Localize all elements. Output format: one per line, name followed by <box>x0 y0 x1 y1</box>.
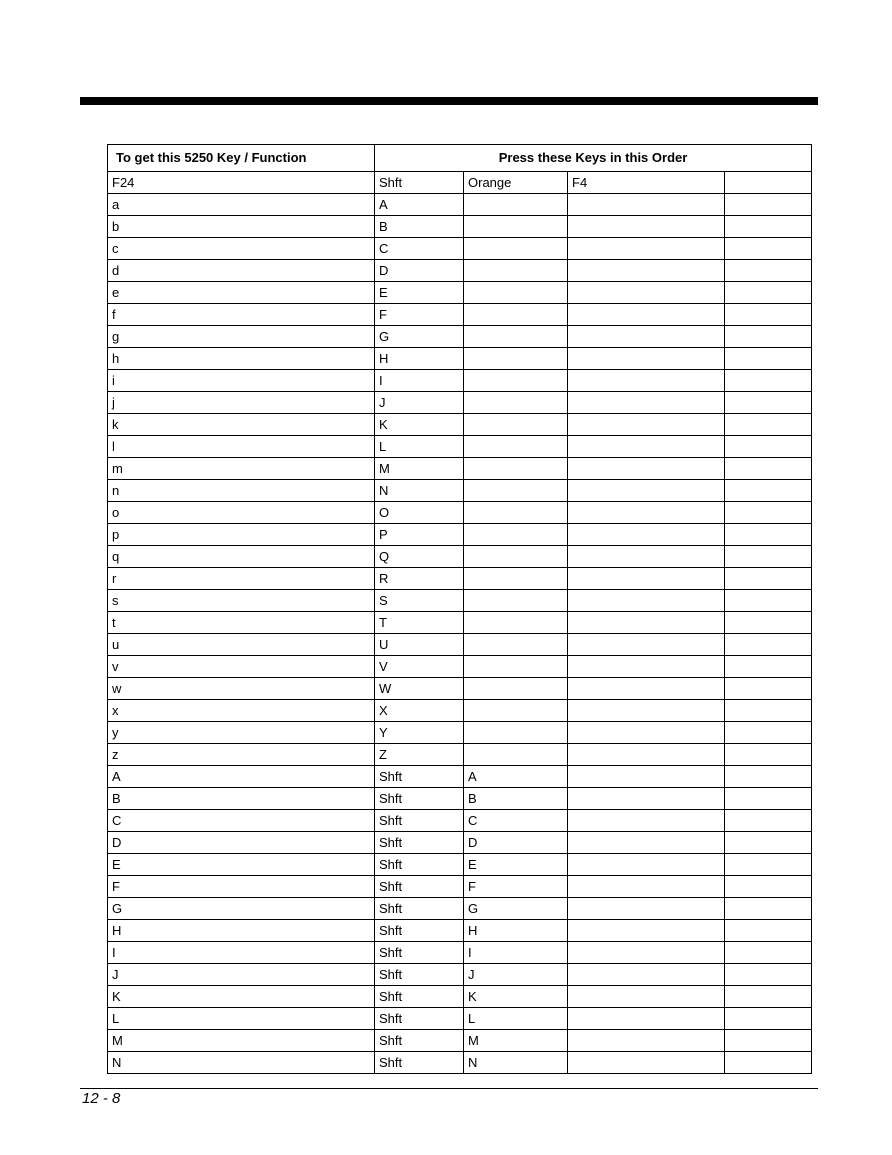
cell-key-2 <box>464 348 568 370</box>
cell-key-2 <box>464 568 568 590</box>
cell-5250-key: J <box>108 964 375 986</box>
cell-key-2: K <box>464 986 568 1008</box>
cell-key-4 <box>725 854 812 876</box>
cell-key-2 <box>464 260 568 282</box>
table-row <box>108 282 812 304</box>
cell-5250-key: n <box>108 480 375 502</box>
cell-key-4 <box>725 634 812 656</box>
table-row <box>108 986 812 1008</box>
cell-key-1: Q <box>375 546 464 568</box>
table-row <box>108 436 812 458</box>
cell-key-3 <box>568 986 725 1008</box>
cell-key-1: Shft <box>375 964 464 986</box>
cell-key-3 <box>568 480 725 502</box>
cell-key-2 <box>464 194 568 216</box>
cell-key-1: N <box>375 480 464 502</box>
cell-5250-key: M <box>108 1030 375 1052</box>
cell-5250-key: F <box>108 876 375 898</box>
cell-key-3 <box>568 876 725 898</box>
cell-5250-key: k <box>108 414 375 436</box>
cell-5250-key: B <box>108 788 375 810</box>
cell-5250-key: s <box>108 590 375 612</box>
cell-key-1: X <box>375 700 464 722</box>
cell-key-2: E <box>464 854 568 876</box>
table-row <box>108 722 812 744</box>
cell-key-1: Shft <box>375 876 464 898</box>
cell-key-4 <box>725 502 812 524</box>
table-row <box>108 634 812 656</box>
cell-5250-key: j <box>108 392 375 414</box>
cell-key-4 <box>725 568 812 590</box>
cell-5250-key: F24 <box>108 172 375 194</box>
cell-key-1: I <box>375 370 464 392</box>
table-header-row <box>108 145 812 172</box>
table-row <box>108 590 812 612</box>
cell-key-3 <box>568 326 725 348</box>
cell-key-2 <box>464 502 568 524</box>
table-row <box>108 392 812 414</box>
cell-key-3 <box>568 436 725 458</box>
cell-key-4 <box>725 304 812 326</box>
table-row <box>108 1008 812 1030</box>
cell-key-3 <box>568 942 725 964</box>
cell-key-2 <box>464 392 568 414</box>
cell-5250-key: z <box>108 744 375 766</box>
cell-key-1: U <box>375 634 464 656</box>
cell-key-2 <box>464 546 568 568</box>
cell-key-3 <box>568 1008 725 1030</box>
table-row <box>108 854 812 876</box>
cell-key-4 <box>725 942 812 964</box>
cell-key-1: Shft <box>375 832 464 854</box>
cell-key-1: C <box>375 238 464 260</box>
table-row <box>108 568 812 590</box>
cell-key-1: B <box>375 216 464 238</box>
cell-key-4 <box>725 788 812 810</box>
cell-key-3 <box>568 216 725 238</box>
table-row <box>108 414 812 436</box>
cell-5250-key: r <box>108 568 375 590</box>
cell-key-4 <box>725 458 812 480</box>
cell-5250-key: w <box>108 678 375 700</box>
cell-key-2 <box>464 722 568 744</box>
cell-key-1: Shft <box>375 172 464 194</box>
cell-key-3 <box>568 370 725 392</box>
cell-key-3 <box>568 348 725 370</box>
table-row <box>108 898 812 920</box>
table-row <box>108 458 812 480</box>
cell-key-4 <box>725 216 812 238</box>
cell-5250-key: y <box>108 722 375 744</box>
cell-key-4 <box>725 414 812 436</box>
cell-key-2: N <box>464 1052 568 1074</box>
header-rule <box>80 97 818 105</box>
cell-5250-key: i <box>108 370 375 392</box>
cell-key-4 <box>725 194 812 216</box>
cell-key-1: P <box>375 524 464 546</box>
cell-key-3 <box>568 766 725 788</box>
cell-key-2: A <box>464 766 568 788</box>
cell-key-3 <box>568 238 725 260</box>
cell-key-3 <box>568 832 725 854</box>
table-body <box>108 172 812 1074</box>
cell-key-4 <box>725 524 812 546</box>
cell-5250-key: h <box>108 348 375 370</box>
cell-key-2: Orange <box>464 172 568 194</box>
table-row <box>108 1030 812 1052</box>
table-row <box>108 238 812 260</box>
cell-5250-key: e <box>108 282 375 304</box>
cell-key-2: G <box>464 898 568 920</box>
cell-key-3 <box>568 788 725 810</box>
cell-5250-key: a <box>108 194 375 216</box>
cell-key-3 <box>568 612 725 634</box>
cell-key-1: Shft <box>375 1030 464 1052</box>
cell-key-3 <box>568 854 725 876</box>
cell-key-1: V <box>375 656 464 678</box>
cell-key-2 <box>464 238 568 260</box>
cell-key-4 <box>725 1052 812 1074</box>
table-row <box>108 260 812 282</box>
table-row <box>108 942 812 964</box>
cell-key-2 <box>464 304 568 326</box>
cell-5250-key: C <box>108 810 375 832</box>
cell-key-4 <box>725 1008 812 1030</box>
cell-key-4 <box>725 282 812 304</box>
cell-key-4 <box>725 832 812 854</box>
cell-key-1: Shft <box>375 810 464 832</box>
cell-key-3 <box>568 392 725 414</box>
cell-5250-key: A <box>108 766 375 788</box>
cell-key-2 <box>464 414 568 436</box>
cell-5250-key: u <box>108 634 375 656</box>
cell-5250-key: c <box>108 238 375 260</box>
cell-key-4 <box>725 590 812 612</box>
cell-key-4 <box>725 964 812 986</box>
cell-key-4 <box>725 876 812 898</box>
cell-key-3 <box>568 458 725 480</box>
cell-5250-key: q <box>108 546 375 568</box>
cell-key-1: Shft <box>375 766 464 788</box>
key-mapping-table <box>107 144 812 1074</box>
table-row <box>108 744 812 766</box>
table-row <box>108 964 812 986</box>
header-key-sequence: Press these Keys in this Order <box>375 145 812 172</box>
cell-key-1: F <box>375 304 464 326</box>
table-row <box>108 194 812 216</box>
cell-5250-key: d <box>108 260 375 282</box>
cell-key-1: Shft <box>375 986 464 1008</box>
cell-key-3 <box>568 260 725 282</box>
cell-key-2: H <box>464 920 568 942</box>
footer-rule <box>80 1088 818 1089</box>
cell-key-1: Shft <box>375 854 464 876</box>
cell-key-4 <box>725 810 812 832</box>
cell-key-4 <box>725 326 812 348</box>
cell-key-3 <box>568 282 725 304</box>
cell-key-1: Shft <box>375 1052 464 1074</box>
table-row <box>108 810 812 832</box>
header-5250-key: To get this 5250 Key / Function <box>108 145 375 172</box>
cell-key-3 <box>568 194 725 216</box>
cell-key-4 <box>725 260 812 282</box>
table-row <box>108 788 812 810</box>
cell-key-3 <box>568 524 725 546</box>
table-row <box>108 348 812 370</box>
cell-key-3 <box>568 700 725 722</box>
cell-5250-key: o <box>108 502 375 524</box>
cell-key-3 <box>568 634 725 656</box>
table-row <box>108 766 812 788</box>
cell-key-4 <box>725 920 812 942</box>
table-row <box>108 678 812 700</box>
cell-key-1: Z <box>375 744 464 766</box>
cell-5250-key: v <box>108 656 375 678</box>
cell-key-2 <box>464 656 568 678</box>
cell-key-2 <box>464 436 568 458</box>
cell-5250-key: D <box>108 832 375 854</box>
table-row <box>108 172 812 194</box>
cell-5250-key: N <box>108 1052 375 1074</box>
cell-key-1: Shft <box>375 898 464 920</box>
cell-key-1: Y <box>375 722 464 744</box>
cell-key-1: Shft <box>375 942 464 964</box>
table-row <box>108 876 812 898</box>
cell-key-1: Shft <box>375 920 464 942</box>
cell-key-2 <box>464 524 568 546</box>
table-row <box>108 370 812 392</box>
cell-key-2: M <box>464 1030 568 1052</box>
cell-key-2: J <box>464 964 568 986</box>
table-row <box>108 304 812 326</box>
cell-key-1: M <box>375 458 464 480</box>
cell-5250-key: l <box>108 436 375 458</box>
cell-key-3 <box>568 656 725 678</box>
cell-key-3 <box>568 414 725 436</box>
cell-key-4 <box>725 172 812 194</box>
cell-key-3 <box>568 744 725 766</box>
cell-key-1: L <box>375 436 464 458</box>
cell-key-2: B <box>464 788 568 810</box>
cell-5250-key: t <box>108 612 375 634</box>
cell-key-2: I <box>464 942 568 964</box>
cell-key-2 <box>464 370 568 392</box>
table-row <box>108 326 812 348</box>
page-number: 12 - 8 <box>82 1090 121 1107</box>
cell-5250-key: p <box>108 524 375 546</box>
cell-key-4 <box>725 898 812 920</box>
cell-key-3 <box>568 898 725 920</box>
cell-key-4 <box>725 436 812 458</box>
cell-key-4 <box>725 766 812 788</box>
table-row <box>108 700 812 722</box>
table-row <box>108 524 812 546</box>
cell-key-4 <box>725 986 812 1008</box>
cell-key-2 <box>464 216 568 238</box>
cell-key-3 <box>568 810 725 832</box>
cell-key-4 <box>725 1030 812 1052</box>
cell-key-2: C <box>464 810 568 832</box>
cell-5250-key: m <box>108 458 375 480</box>
cell-key-2 <box>464 282 568 304</box>
cell-key-2 <box>464 700 568 722</box>
cell-key-4 <box>725 370 812 392</box>
cell-key-2: D <box>464 832 568 854</box>
cell-key-2 <box>464 634 568 656</box>
table-row <box>108 546 812 568</box>
cell-key-3 <box>568 920 725 942</box>
cell-key-2 <box>464 678 568 700</box>
cell-key-2 <box>464 480 568 502</box>
cell-key-1: R <box>375 568 464 590</box>
cell-key-4 <box>725 546 812 568</box>
cell-key-1: H <box>375 348 464 370</box>
cell-key-4 <box>725 612 812 634</box>
cell-5250-key: H <box>108 920 375 942</box>
cell-5250-key: K <box>108 986 375 1008</box>
cell-key-4 <box>725 700 812 722</box>
cell-key-4 <box>725 744 812 766</box>
cell-key-3 <box>568 722 725 744</box>
cell-key-1: W <box>375 678 464 700</box>
cell-key-1: A <box>375 194 464 216</box>
cell-5250-key: L <box>108 1008 375 1030</box>
cell-key-3 <box>568 964 725 986</box>
cell-key-3 <box>568 304 725 326</box>
cell-key-3 <box>568 590 725 612</box>
table-row <box>108 216 812 238</box>
cell-key-1: J <box>375 392 464 414</box>
cell-key-1: T <box>375 612 464 634</box>
cell-key-4 <box>725 480 812 502</box>
table-row <box>108 612 812 634</box>
cell-key-2 <box>464 590 568 612</box>
table-row <box>108 1052 812 1074</box>
cell-5250-key: I <box>108 942 375 964</box>
table-row <box>108 832 812 854</box>
cell-5250-key: G <box>108 898 375 920</box>
cell-key-3 <box>568 546 725 568</box>
cell-key-2 <box>464 458 568 480</box>
cell-key-3 <box>568 568 725 590</box>
cell-key-3 <box>568 1052 725 1074</box>
cell-5250-key: g <box>108 326 375 348</box>
cell-key-2: F <box>464 876 568 898</box>
table-row <box>108 480 812 502</box>
cell-key-1: Shft <box>375 1008 464 1030</box>
cell-key-3: F4 <box>568 172 725 194</box>
cell-key-4 <box>725 392 812 414</box>
table-row <box>108 502 812 524</box>
table-row <box>108 920 812 942</box>
cell-5250-key: x <box>108 700 375 722</box>
cell-key-1: Shft <box>375 788 464 810</box>
table-row <box>108 656 812 678</box>
cell-key-1: S <box>375 590 464 612</box>
cell-key-2 <box>464 326 568 348</box>
cell-5250-key: b <box>108 216 375 238</box>
cell-key-4 <box>725 678 812 700</box>
cell-key-2 <box>464 612 568 634</box>
cell-key-4 <box>725 656 812 678</box>
cell-key-2: L <box>464 1008 568 1030</box>
cell-key-1: G <box>375 326 464 348</box>
cell-key-3 <box>568 502 725 524</box>
cell-key-3 <box>568 1030 725 1052</box>
cell-key-1: K <box>375 414 464 436</box>
cell-key-2 <box>464 744 568 766</box>
cell-key-1: E <box>375 282 464 304</box>
cell-key-4 <box>725 348 812 370</box>
cell-key-1: D <box>375 260 464 282</box>
cell-key-3 <box>568 678 725 700</box>
cell-5250-key: E <box>108 854 375 876</box>
cell-5250-key: f <box>108 304 375 326</box>
cell-key-1: O <box>375 502 464 524</box>
cell-key-4 <box>725 722 812 744</box>
cell-key-4 <box>725 238 812 260</box>
